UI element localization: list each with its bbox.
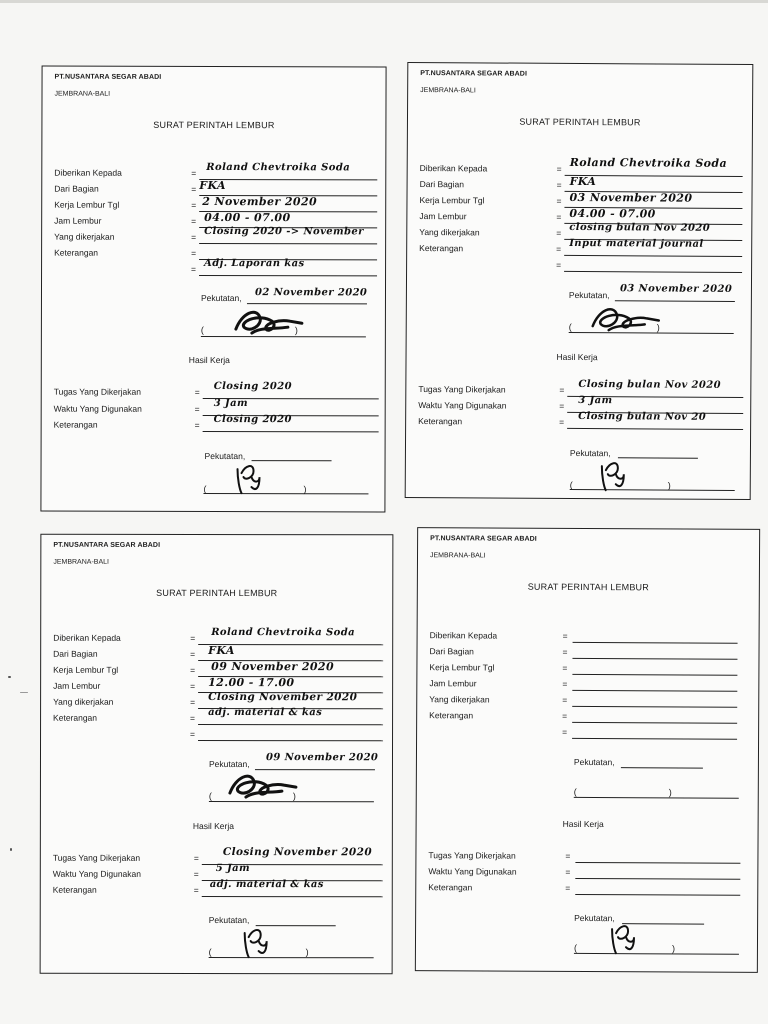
field-keterangan <box>419 237 739 259</box>
place-label: Pekutatan, <box>574 912 615 924</box>
field-line <box>567 428 743 430</box>
field-label: Yang dikerjakan <box>53 696 114 707</box>
field-label: Kerja Lembur Tgl <box>54 199 120 210</box>
scan-speck <box>8 676 11 678</box>
field-tugas <box>428 850 748 866</box>
field-keterangan-2 <box>429 726 749 742</box>
field-line <box>575 894 740 896</box>
field-ket-hasil <box>418 410 738 432</box>
signature-line <box>209 957 374 958</box>
equals-sign: = <box>562 678 568 689</box>
equals-sign: = <box>556 195 562 206</box>
equals-sign: = <box>194 403 200 414</box>
field-label: Yang dikerjakan <box>54 231 115 242</box>
field-label: Tugas Yang Dikerjakan <box>428 850 516 861</box>
place-label: Pekutatan, <box>573 756 615 768</box>
handwritten-value: Roland Chevtroika Soda <box>569 155 728 170</box>
paren-open: ( <box>200 324 204 335</box>
equals-sign: = <box>191 167 197 178</box>
handwritten-value: Closing 2020 <box>213 381 292 393</box>
equals-sign: = <box>191 215 197 226</box>
equals-sign: = <box>565 850 571 861</box>
field-label: Jam Lembur <box>419 211 467 222</box>
place-label: Pekutatan, <box>568 289 610 301</box>
equals-sign: = <box>556 243 562 254</box>
field-label: Tugas Yang Dikerjakan <box>418 384 506 395</box>
equals-sign: = <box>559 400 565 411</box>
equals-sign: = <box>190 664 196 675</box>
signature-drawing <box>224 767 304 803</box>
equals-sign: = <box>190 712 196 723</box>
field-label: Kerja Lembur Tgl <box>419 195 485 206</box>
company-name: PT.NUSANTARA SEGAR ABADI <box>53 541 161 549</box>
field-dikerjakan <box>429 694 749 710</box>
paren-close: ) <box>292 791 296 802</box>
paren-open: ( <box>208 790 212 801</box>
handwritten-value: 3 Jam <box>578 394 613 407</box>
handwritten-value: Closing bulan Nov 20 <box>578 410 707 423</box>
paren-open: ( <box>573 942 577 953</box>
equals-sign: = <box>556 211 562 222</box>
field-label: Keterangan <box>428 882 473 893</box>
handwritten-value: Closing 2020 -> November <box>204 225 364 238</box>
field-label: Diberikan Kepada <box>419 163 488 174</box>
signature-drawing <box>606 919 646 955</box>
overtime-form-2 <box>405 62 754 500</box>
handwritten-value: FKA <box>569 174 597 189</box>
equals-sign: = <box>190 728 196 739</box>
field-label: Dari Bagian <box>429 646 474 657</box>
equals-sign: = <box>191 263 197 274</box>
equals-sign: = <box>562 694 568 705</box>
equals-sign: = <box>193 852 199 863</box>
form-title: SURAT PERINTAH LEMBUR <box>527 581 649 593</box>
handwritten-value: adj. material & kas <box>209 878 324 891</box>
equals-sign: = <box>191 183 197 194</box>
field-label: Jam Lembur <box>54 215 102 226</box>
field-label: Tugas Yang Dikerjakan <box>52 852 141 863</box>
field-label: Kerja Lembur Tgl <box>429 662 495 673</box>
paren-close: ) <box>303 484 307 495</box>
field-line <box>198 724 383 725</box>
equals-sign: = <box>190 648 196 659</box>
paren-close: ) <box>294 325 298 336</box>
field-line <box>199 243 377 244</box>
equals-sign: = <box>194 386 200 397</box>
field-line <box>572 658 737 660</box>
signature-drawing <box>239 923 279 959</box>
field-label: Waktu Yang Digunakan <box>428 866 517 877</box>
handwritten-value: 2 November 2020 <box>202 194 318 209</box>
field-ket-hasil <box>428 882 748 898</box>
company-name: PT.NUSANTARA SEGAR ABADI <box>420 70 528 78</box>
form-title: SURAT PERINTAH LEMBUR <box>156 587 278 599</box>
field-line <box>572 690 737 692</box>
place-label: Pekutatan, <box>200 292 242 304</box>
field-keterangan <box>53 706 383 728</box>
equals-sign: = <box>565 882 571 893</box>
field-ket-hasil <box>52 878 383 900</box>
field-waktu <box>428 866 748 882</box>
equals-sign: = <box>191 247 197 258</box>
equals-sign: = <box>559 416 565 427</box>
handwritten-value: Adj. Laporan kas <box>204 257 305 270</box>
handwritten-value: Closing 2020 <box>213 414 292 426</box>
field-line <box>575 878 740 880</box>
field-label: Diberikan Kepada <box>429 630 498 641</box>
field-label: Yang dikerjakan <box>429 694 490 705</box>
equals-sign: = <box>191 199 197 210</box>
equals-sign: = <box>556 163 562 174</box>
form-title: SURAT PERINTAH LEMBUR <box>153 119 275 131</box>
paren-open: ( <box>573 786 577 797</box>
field-label: Waktu Yang Digunakan <box>52 868 142 879</box>
handwritten-value: Closing November 2020 <box>208 690 358 704</box>
paren-open: ( <box>208 946 212 957</box>
field-line <box>199 275 377 276</box>
field-jam <box>429 678 749 694</box>
field-keterangan-2 <box>54 257 374 279</box>
paper-edge <box>0 0 768 3</box>
scan-speck <box>20 692 28 693</box>
signature-line <box>574 953 739 955</box>
field-label: Keterangan <box>53 419 98 430</box>
section-hasil-kerja: Hasil Kerja <box>188 354 230 366</box>
company-region: JEMBRANA-BALI <box>54 90 111 98</box>
equals-sign: = <box>190 696 196 707</box>
signature-drawing <box>587 300 667 336</box>
field-keterangan-2 <box>53 729 383 744</box>
overtime-form-1 <box>40 66 386 513</box>
paren-open: ( <box>203 483 207 494</box>
field-bagian <box>429 646 749 662</box>
equals-sign: = <box>194 419 200 430</box>
company-name: PT.NUSANTARA SEGAR ABADI <box>54 73 162 81</box>
handwritten-value: closing bulan Nov 2020 <box>569 221 711 234</box>
handwritten-value: Roland Chevtroika Soda <box>211 626 356 639</box>
equals-sign: = <box>191 231 197 242</box>
field-label: Keterangan <box>418 416 463 427</box>
handwritten-value: 04.00 - 07.00 <box>204 210 291 225</box>
field-line <box>572 674 737 676</box>
field-label: Keterangan <box>53 712 98 723</box>
field-line <box>572 706 737 708</box>
field-line <box>564 271 742 273</box>
field-label: Dari Bagian <box>54 183 99 194</box>
handwritten-value: 5 Jam <box>215 862 251 875</box>
handwritten-value: 03 November 2020 <box>569 190 693 205</box>
field-label: Waktu Yang Digunakan <box>418 400 507 411</box>
field-label: Jam Lembur <box>429 678 477 689</box>
place-label: Pekutatan, <box>204 450 246 462</box>
form-title: SURAT PERINTAH LEMBUR <box>519 116 641 128</box>
handwritten-date: 09 November 2020 <box>265 752 379 764</box>
paren-close: ) <box>305 947 309 958</box>
paren-open: ( <box>568 321 572 332</box>
handwritten-date: 03 November 2020 <box>619 283 733 295</box>
field-label: Dari Bagian <box>419 179 465 190</box>
paren-close: ) <box>667 480 671 491</box>
field-keterangan <box>429 710 749 726</box>
equals-sign: = <box>556 259 562 270</box>
scan-speck <box>10 848 12 851</box>
equals-sign: = <box>556 227 562 238</box>
signature-drawing <box>596 456 636 492</box>
equals-sign: = <box>565 866 571 877</box>
field-label: Tugas Yang Dikerjakan <box>53 386 142 397</box>
equals-sign: = <box>562 710 568 721</box>
field-label: Keterangan <box>52 884 97 895</box>
company-region: JEMBRANA-BALI <box>53 558 109 566</box>
section-hasil-kerja: Hasil Kerja <box>562 818 604 830</box>
handwritten-value: Closing November 2020 <box>222 846 373 859</box>
equals-sign: = <box>193 868 199 879</box>
handwritten-value: 09 November 2020 <box>211 659 335 674</box>
handwritten-value: Roland Chevtroika Soda <box>206 161 351 174</box>
handwritten-value: 04.00 - 07.00 <box>569 206 656 221</box>
signature-line <box>570 489 735 491</box>
field-tgl <box>429 662 749 678</box>
field-line <box>202 896 383 897</box>
equals-sign: = <box>190 632 196 643</box>
field-label: Kerja Lembur Tgl <box>53 664 119 675</box>
field-diberikan <box>430 630 750 646</box>
field-label: Keterangan <box>419 243 464 254</box>
section-hasil-kerja: Hasil Kerja <box>192 820 234 832</box>
section-hasil-kerja: Hasil Kerja <box>556 351 598 363</box>
date-line <box>621 767 703 768</box>
field-line <box>203 431 379 432</box>
equals-sign: = <box>190 680 196 691</box>
paren-close: ) <box>671 943 675 954</box>
field-dikerjakan <box>54 225 374 247</box>
overtime-form-3 <box>40 534 394 975</box>
field-keterangan-2 <box>419 259 739 275</box>
field-label: Jam Lembur <box>53 680 101 691</box>
field-label: Diberikan Kepada <box>53 632 121 643</box>
field-label: Diberikan Kepada <box>54 167 122 178</box>
field-line <box>572 722 737 724</box>
field-label: Dari Bagian <box>53 648 98 659</box>
field-line <box>573 642 738 644</box>
place-label: Pekutatan, <box>208 914 250 926</box>
equals-sign: = <box>562 662 568 673</box>
paren-close: ) <box>656 322 660 333</box>
place-label: Pekutatan, <box>569 447 611 459</box>
signature-drawing <box>231 459 271 495</box>
field-label: Keterangan <box>429 710 474 721</box>
company-name: PT.NUSANTARA SEGAR ABADI <box>430 535 537 543</box>
field-line <box>572 738 737 740</box>
equals-sign: = <box>562 646 568 657</box>
company-region: JEMBRANA-BALI <box>429 552 486 560</box>
equals-sign: = <box>556 179 562 190</box>
handwritten-value: 3 Jam <box>213 398 248 410</box>
handwritten-date: 02 November 2020 <box>254 287 368 299</box>
equals-sign: = <box>193 884 199 895</box>
signature-line <box>574 797 739 799</box>
paren-close: ) <box>668 787 672 798</box>
field-ket-hasil <box>53 414 374 435</box>
equals-sign: = <box>562 630 568 641</box>
handwritten-value: FKA <box>199 178 226 193</box>
field-line <box>575 862 740 864</box>
signature-drawing <box>230 303 310 339</box>
handwritten-value: adj. material & kas <box>208 706 323 719</box>
field-line <box>198 740 383 741</box>
field-label: Waktu Yang Digunakan <box>53 403 142 414</box>
field-label: Yang dikerjakan <box>419 227 480 238</box>
company-region: JEMBRANA-BALI <box>420 87 476 95</box>
paren-open: ( <box>569 479 573 490</box>
overtime-form-4 <box>415 527 760 973</box>
handwritten-value: Input material journal <box>569 237 704 250</box>
handwritten-value: FKA <box>208 643 235 658</box>
handwritten-value: 12.00 - 17.00 <box>208 675 295 690</box>
equals-sign: = <box>559 384 565 395</box>
signature-line <box>203 493 368 494</box>
equals-sign: = <box>562 726 568 737</box>
handwritten-value: Closing bulan Nov 2020 <box>578 378 722 391</box>
place-label: Pekutatan, <box>208 758 250 770</box>
field-line <box>564 255 742 257</box>
field-label: Keterangan <box>54 247 99 258</box>
